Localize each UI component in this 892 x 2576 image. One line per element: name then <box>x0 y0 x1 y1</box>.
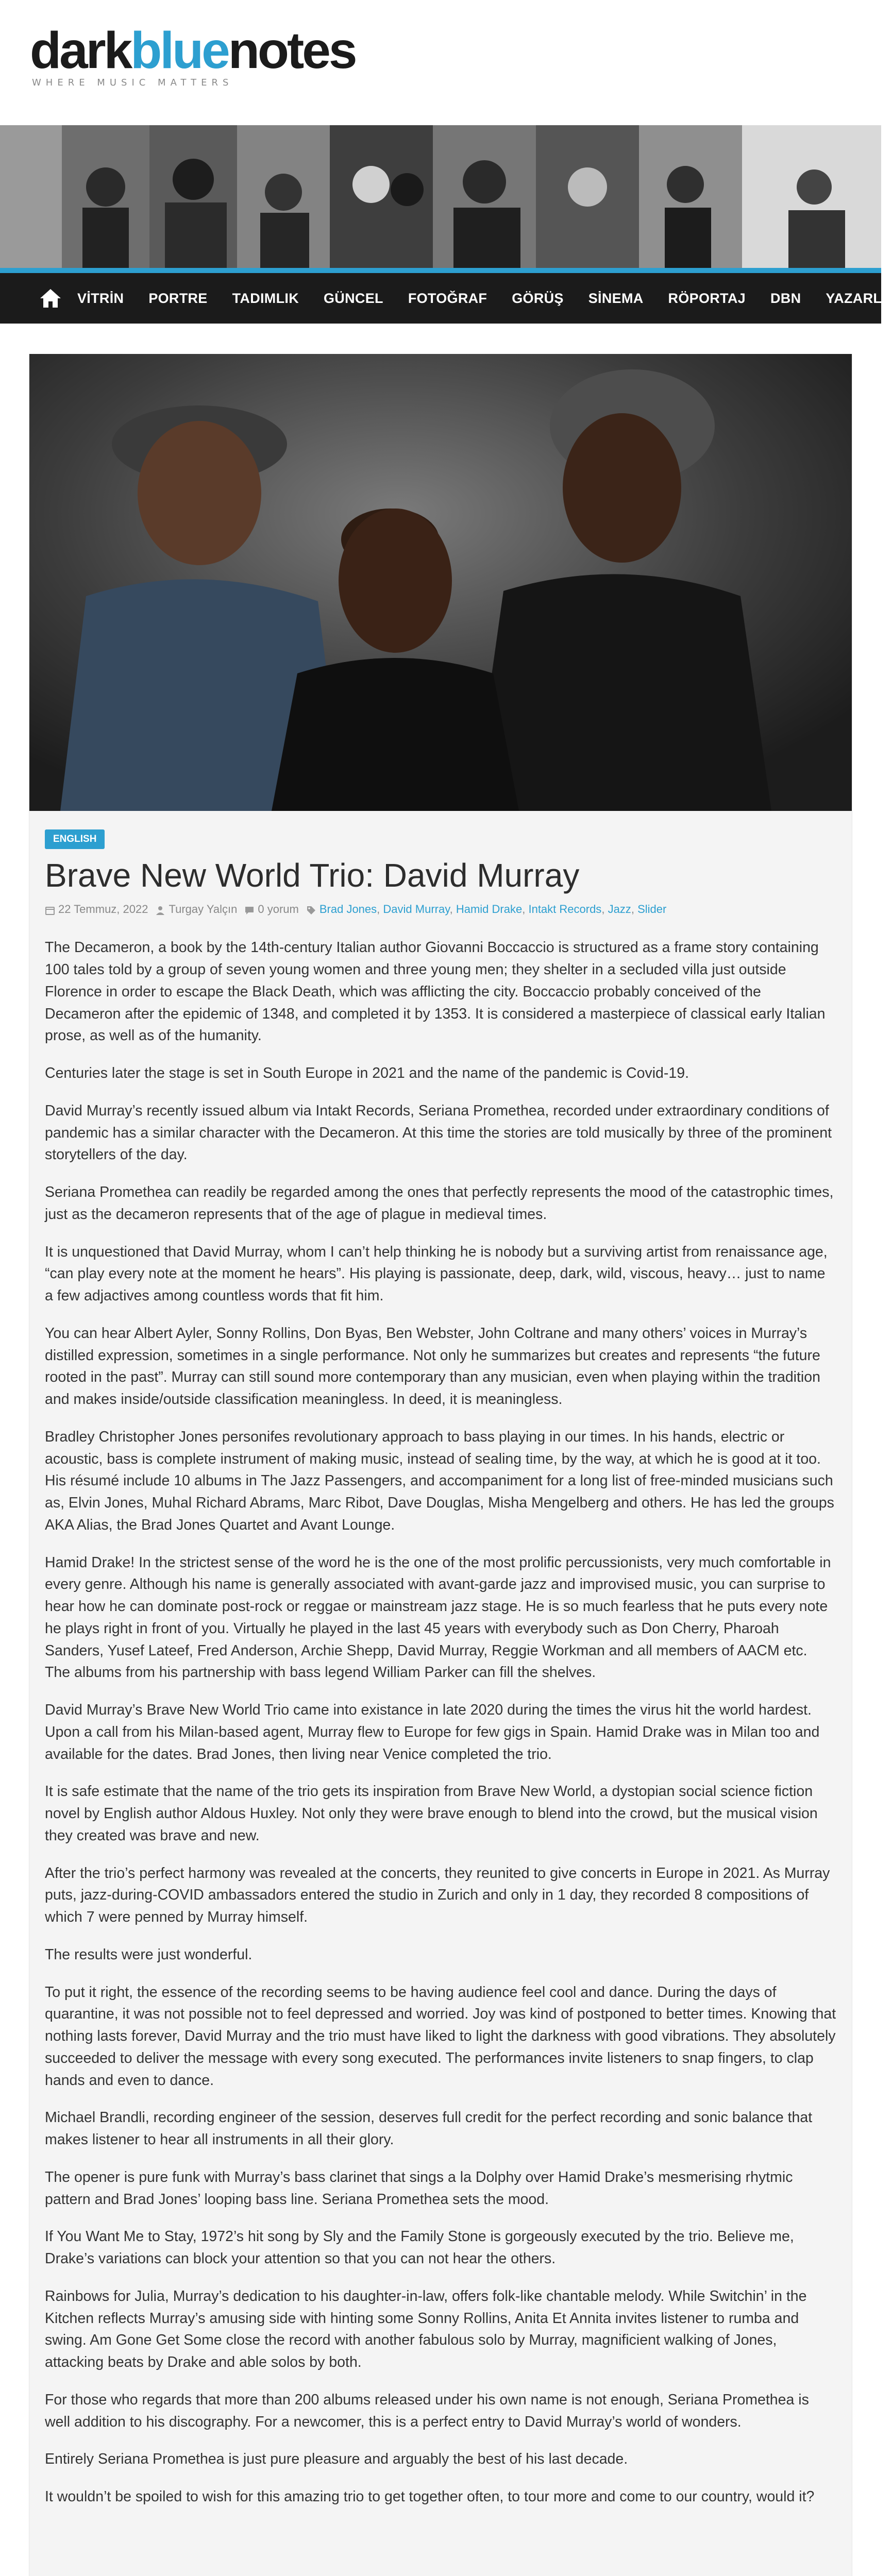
paragraph: It wouldn’t be spoiled to wish for this amazing trio to get together often, to tour more and come to our country, would it? <box>45 2488 815 2505</box>
article-body <box>29 811 852 2508</box>
nav-item-tadimlik[interactable]: TADIMLIK <box>232 290 299 306</box>
banner-photo-collage <box>0 125 881 273</box>
meta-author[interactable] <box>155 903 237 916</box>
tag-link[interactable]: Brad Jones <box>319 903 377 916</box>
paragraph: Bradley Christopher Jones personifes revolutionary approach to bass playing in our times. In his hands, electric or acoustic, bass is complete instrument of making music, instead of sealing time, by the way, at which he is good at it too. His résumé include 10 albums in The Jazz Passengers, and accompaniment for a long list of free-minded musicians such as, Elvin Jones, Muhal Richard Abrams, Marc Ribot, Dave Douglas, Misha Mengelberg and others. He has led the groups AKA Alias, the Brad Jones Quartet and Avant Lounge. <box>45 1428 834 1533</box>
nav-item-portre[interactable]: PORTRE <box>148 290 208 306</box>
home-icon <box>39 288 62 309</box>
paragraph: After the trio’s perfect harmony was revealed at the concerts, they reunited to give concerts in Europe in 2021. As Murray puts, jazz-during-COVID ambassadors entered the studio in Zurich and only in 1 day, they recorded 8 compositions of which 7 were penned by Murray himself. <box>45 1865 830 1926</box>
nav-item-sinema[interactable]: SİNEMA <box>588 290 644 306</box>
nav-item-yazarlar[interactable]: YAZARLA <box>826 290 892 306</box>
paragraph: The results were just wonderful. <box>45 1946 253 1963</box>
home-button[interactable] <box>39 285 62 311</box>
nav-item-guncel[interactable]: GÜNCEL <box>324 290 383 306</box>
nav-item-fotograf[interactable]: FOTOĞRAF <box>408 290 487 306</box>
article <box>29 354 852 2576</box>
logo-part-notes: notes <box>228 22 356 79</box>
paragraph: David Murray’s recently issued album via Intakt Records, Seriana Promethea, recorded under extraordinary conditions of pandemic has a similar character with the Decameron. At this time the stories are told musically by three of the prominent storytellers of the day. <box>45 1102 832 1163</box>
paragraph: The opener is pure funk with Murray’s bass clarinet that sings a la Dolphy over Hamid Drake’s mesmerising rhytmic pattern and Brad Jones’ looping bass line. Seriana Promethea sets the mood. <box>45 2168 793 2208</box>
banner-accent-line <box>0 268 881 273</box>
paragraph: If You Want Me to Stay, 1972’s hit song by Sly and the Family Stone is gorgeously executed by the trio. Believe me, Drake’s variations can block your attention so that you can not hear the others. <box>45 2228 794 2267</box>
nav-item-vitrin[interactable]: VİTRİN <box>77 290 124 306</box>
main-navigation <box>0 273 892 324</box>
user-icon <box>155 905 165 916</box>
site-logo[interactable] <box>30 22 356 88</box>
calendar-icon <box>45 905 55 916</box>
article-title: Brave New World Trio: David Murray <box>45 857 580 894</box>
meta-comments[interactable] <box>244 903 298 916</box>
meta-date-text: 22 Temmuz, 2022 <box>58 903 148 916</box>
paragraph: Rainbows for Julia, Murray’s dedication to his daughter-in-law, offers folk-like chantable melody. While Switchin’ in the Kitchen reflects Murray’s amusing side with hinting some Sonny Rollins, Anita Et Annita invites listener to rumba and swing. Am Gone Get Some close the record with another fabulous solo by Murray, magnificient walking of Jones, attacking beats by Drake and able solos by both. <box>45 2287 807 2371</box>
paragraph: The Decameron, a book by the 14th-century Italian author Giovanni Boccaccio is structured as a frame story containing 100 tales told by a group of seven young women and three young men; they shelter in a secluded villa just outside Florence in order to escape the Black Death, which was afflicting the city. Boccaccio probably conceived of the Decameron after the epidemic of 1348, and completed it by 1353. It is considered a masterpiece of classical early Italian prose, as well as of the humanity. <box>45 939 826 1044</box>
logo-part-blue: blue <box>130 22 228 79</box>
paragraph: Entirely Seriana Promethea is just pure pleasure and arguably the best of his last decade. <box>45 2451 628 2468</box>
comment-icon <box>244 905 255 916</box>
paragraph: To put it right, the essence of the recording seems to be having audience feel cool and dance. During the days of quarantine, it was not possible not to feel depressed and worried. Joy was kind of postponed to better times. Knowing that nothing lasts forever, David Murray and the trio must have liked to light the darkness with good vibrations. They absolutely succeeded to deliver the message with every song executed. The performances invite listeners to snap fingers, to clap hands and even to dance. <box>45 1984 836 2089</box>
meta-date[interactable] <box>45 903 148 916</box>
paragraph: For those who regards that more than 200 albums released under his own name is not enough, Seriana Promethea is well addition to his discography. For a newcomer, this is a perfect entry to David Murray’s world of wonders. <box>45 2391 809 2430</box>
paragraph: You can hear Albert Ayler, Sonny Rollins, Don Byas, Ben Webster, John Coltrane and many others’ voices in Murray’s distilled expression, sometimes in a single performance. Not only he summarizes but creates and represents “the future rooted in the past”. Murray can still sound more contemporary than any musician, even when playing within the tradition and makes inside/outside classification meaningless. In deed, it is meaningless. <box>45 1325 820 1408</box>
meta-tags: Brad Jones, David Murray, Hamid Drake, Intakt Records, Jazz, Slider <box>306 903 666 916</box>
site-header <box>0 0 881 125</box>
trio-photo <box>29 354 852 811</box>
nav-item-dbn[interactable]: DBN <box>770 290 801 306</box>
article-content <box>45 937 836 2508</box>
header-banner <box>0 125 881 273</box>
tag-link[interactable]: Hamid Drake <box>456 903 523 916</box>
paragraph: It is unquestioned that David Murray, whom I can’t help thinking he is nobody but a surviving artist from renaissance age, “can play every note at the moment he hears”. His playing is passionate, deep, dark, wild, viscous, heavy… just to name a few adjactives among countless words that fit him. <box>45 1243 828 1304</box>
paragraph: Michael Brandli, recording engineer of the session, deserves full credit for the perfect recording and sonic balance that makes listener to hear all instruments in all their glory. <box>45 2109 813 2148</box>
paragraph: Seriana Promethea can readily be regarded among the ones that perfectly represents the mood of the catastrophic times, just as the decameron represents that of the age of plague in medieval times. <box>45 1184 834 1223</box>
site-tagline: WHERE MUSIC MATTERS <box>32 77 233 88</box>
logo-part-dark: dark <box>30 22 131 79</box>
featured-image[interactable] <box>29 354 852 811</box>
paragraph: Centuries later the stage is set in South Europe in 2021 and the name of the pandemic is Covid-19. <box>45 1065 689 1082</box>
paragraph: Hamid Drake! In the strictest sense of the word he is the one of the most prolific percussionists, very much comfortable in every genre. Although his name is generally associated with avant-garde jazz and improvised music, you can surprise to hear how he can dominate post-rock or reggae or mainstream jazz stage. He is so much fearless that he puts every note he plays right in front of you. Virtually he played in the last 45 years with everybody such as Don Cherry, Pharoah Sanders, Yusef Lateef, Fred Anderson, Archie Shepp, David Murray, Reggie Workman and all members of AACM etc. The albums from his partnership with bass legend William Parker can fill the shelves. <box>45 1554 831 1681</box>
tag-link[interactable]: Slider <box>637 903 667 916</box>
meta-comments-text: 0 yorum <box>258 903 299 916</box>
meta-author-text: Turgay Yalçın <box>169 903 238 916</box>
tag-icon <box>306 905 316 916</box>
article-meta <box>45 903 836 916</box>
paragraph: David Murray’s Brave New World Trio came into existance in late 2020 during the times the virus hit the world hardest. Upon a call from his Milan-based agent, Murray flew to Europe for few gigs in Spain. Hamid Drake was in Milan too and available for the dates. Brad Jones, then living near Venice completed the trio. <box>45 1702 820 1762</box>
tag-link[interactable]: Intakt Records <box>528 903 602 916</box>
paragraph: It is safe estimate that the name of the trio gets its inspiration from Brave New World, a dystopian social science fiction novel by English author Aldous Huxley. Not only they were brave enough to blend into the crowd, but the musical vision they created was brave and new. <box>45 1783 818 1844</box>
tag-link[interactable]: Jazz <box>608 903 631 916</box>
tag-link[interactable]: David Murray <box>383 903 450 916</box>
category-badge[interactable]: ENGLISH <box>45 829 105 849</box>
nav-item-roportaj[interactable]: RÖPORTAJ <box>668 290 746 306</box>
nav-item-gorus[interactable]: GÖRÜŞ <box>512 290 564 306</box>
